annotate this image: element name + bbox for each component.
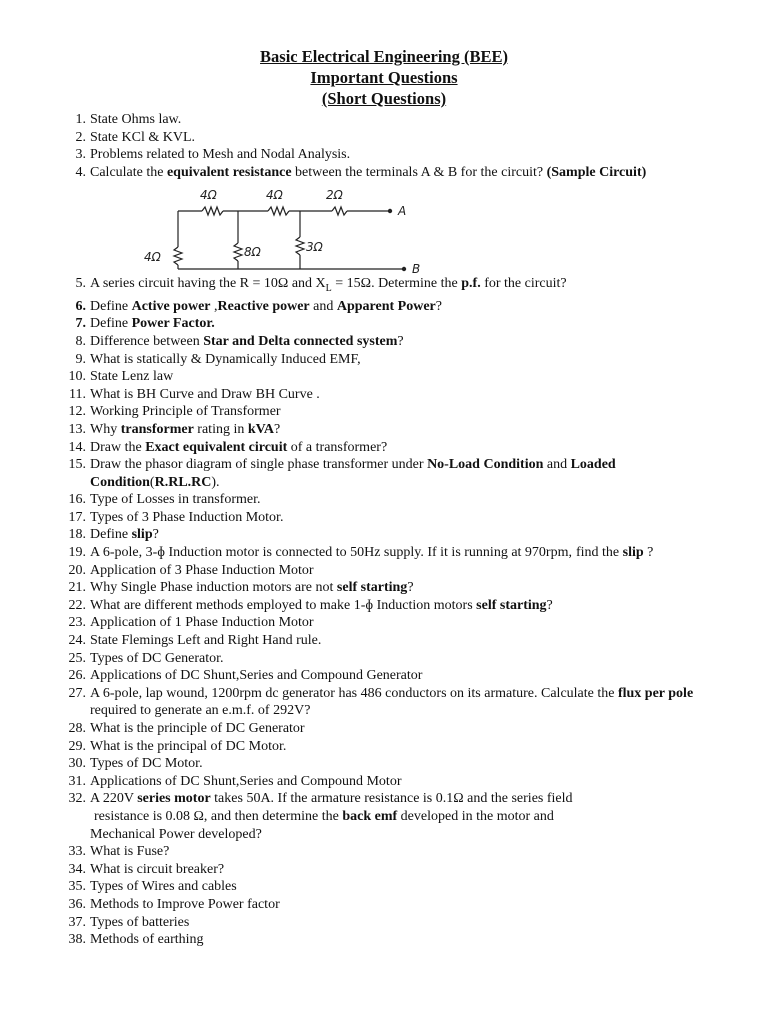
question-text <box>90 316 215 331</box>
terminal-label-a: A <box>398 204 407 219</box>
question-number: 27. <box>68 685 86 701</box>
text-run: State Ohms law. <box>90 112 182 127</box>
document-subtitle: Important Questions <box>310 68 458 87</box>
question-item <box>52 597 742 615</box>
text-run: ? <box>643 545 654 561</box>
question-text <box>90 165 646 180</box>
question-item <box>52 667 742 685</box>
bold-term: Star and Delta connected system <box>203 333 398 349</box>
text-run: resistance is 0.08 Ω, and then determine the <box>94 808 343 824</box>
question-item <box>52 914 742 932</box>
document-title: Basic Electrical Engineering (BEE) <box>260 47 508 66</box>
question-number: 13. <box>68 421 86 437</box>
text-run: required to generate an e.m.f. of 292V? <box>90 703 311 719</box>
text-run: Applications of DC Shunt,Series and Compound Motor <box>90 773 402 789</box>
text-run: A series circuit having the R = 10Ω and X <box>90 276 326 292</box>
text-run: and <box>309 298 337 314</box>
question-number: 4. <box>75 164 86 180</box>
question-item <box>52 755 742 773</box>
question-number: 23. <box>68 615 86 631</box>
question-number: 1. <box>75 112 86 127</box>
question-number: 12. <box>68 404 86 420</box>
text-run: Methods to Improve Power factor <box>90 896 280 912</box>
text-run: Why <box>90 421 121 437</box>
text-run: State Flemings Left and Right Hand rule. <box>90 633 322 649</box>
bold-term: Exact equivalent circuit <box>145 439 288 455</box>
text-run: What is Fuse? <box>90 844 170 860</box>
question-text <box>90 633 321 648</box>
text-run: Application of 1 Phase Induction Motor <box>90 615 314 631</box>
resistor-label-4ohm-top-left: 4Ω <box>200 188 217 203</box>
question-number: 6. <box>75 298 86 314</box>
document-header <box>0 46 768 109</box>
question-text <box>90 615 314 630</box>
question-number: 16. <box>68 492 86 508</box>
resistor-label-8ohm: 8Ω <box>244 245 261 260</box>
text-run: Working Principle of Transformer <box>90 404 281 420</box>
question-item <box>52 650 742 668</box>
question-number: 11. <box>69 386 86 402</box>
question-number: 22. <box>68 597 86 613</box>
text-run: ? <box>435 298 442 314</box>
question-item <box>52 164 742 182</box>
question-number: 28. <box>68 721 86 737</box>
question-number: 30. <box>68 756 86 772</box>
question-continuation <box>90 826 742 844</box>
question-number: 24. <box>68 633 86 649</box>
question-item <box>52 368 742 386</box>
question-text <box>90 791 573 806</box>
question-text <box>90 457 616 490</box>
question-item <box>52 738 742 756</box>
bold-term: R.RL.RC <box>154 474 212 490</box>
text-run: What is BH Curve and Draw BH Curve . <box>90 386 320 402</box>
text-run: A 6-pole, lap wound, 1200rpm dc generator has 486 conductors on its armature. Calculate the <box>90 685 618 701</box>
question-number: 33. <box>68 844 86 860</box>
terminal-label-b: B <box>412 262 421 274</box>
bold-term: Power Factor. <box>131 316 215 332</box>
document-section-label: (Short Questions) <box>321 89 447 108</box>
text-run: Mechanical Power developed? <box>90 826 262 842</box>
question-item <box>52 403 742 421</box>
question-text <box>90 897 280 912</box>
text-run: Draw the phasor diagram of single phase transformer under <box>90 457 428 473</box>
text-run: for the circuit? <box>480 276 567 292</box>
bold-term: Loaded Condition <box>90 457 616 490</box>
question-number: 29. <box>68 738 86 754</box>
text-run: Types of DC Motor. <box>90 756 203 772</box>
question-text <box>90 352 361 367</box>
question-number: 14. <box>68 439 86 455</box>
question-item <box>52 544 742 562</box>
text-run: of a transformer? <box>287 439 388 455</box>
text-run: ? <box>152 527 159 543</box>
question-text <box>90 774 402 789</box>
bold-term: back emf <box>342 808 398 824</box>
text-run: What is statically & Dynamically Induced EMF, <box>90 351 361 367</box>
sample-circuit-figure <box>52 181 742 275</box>
text-run: Applications of DC Shunt,Series and Compound Generator <box>90 668 423 684</box>
question-text <box>90 651 224 666</box>
question-text <box>90 369 173 384</box>
text-run: rating in <box>193 421 248 437</box>
question-item <box>52 298 742 316</box>
question-text <box>90 440 387 455</box>
resistor-label-2ohm: 2Ω <box>326 188 343 203</box>
text-run: What is the principal of DC Motor. <box>90 738 287 754</box>
question-number: 35. <box>68 879 86 895</box>
question-number: 2. <box>75 129 86 145</box>
question-number: 38. <box>68 932 86 948</box>
question-continuation <box>90 808 554 826</box>
text-run: , <box>210 298 218 314</box>
circuit-diagram <box>118 181 458 273</box>
question-item <box>52 386 742 404</box>
question-text <box>90 879 237 894</box>
question-number: 20. <box>68 562 86 578</box>
question-text <box>90 422 280 437</box>
text-run: = 15Ω. Determine the <box>331 276 462 292</box>
text-run: between the terminals A & B for the circuit? <box>291 164 547 180</box>
bold-term: Active power <box>131 298 211 314</box>
question-text <box>90 686 693 719</box>
text-run: Types of Wires and cables <box>90 879 237 895</box>
question-text <box>90 510 283 525</box>
bold-term: p.f. <box>461 276 481 292</box>
question-item <box>52 896 742 914</box>
text-run: Define <box>90 298 132 314</box>
question-text <box>90 334 404 349</box>
question-continuation <box>572 544 653 562</box>
question-number: 26. <box>68 668 86 684</box>
text-run: ? <box>546 597 553 613</box>
question-number: 19. <box>68 545 86 561</box>
text-run: ? <box>397 333 404 349</box>
text-run: What is the principle of DC Generator <box>90 721 305 737</box>
question-number: 17. <box>68 509 86 525</box>
question-text <box>90 844 169 859</box>
question-number: 31. <box>68 773 86 789</box>
question-item <box>52 491 742 509</box>
resistor-label-4ohm-top-middle: 4Ω <box>266 188 283 203</box>
question-text <box>90 580 414 595</box>
bold-term: self starting <box>336 580 408 596</box>
bold-term: self starting <box>476 597 547 613</box>
question-item <box>52 614 742 632</box>
text-run: State KCl & KVL. <box>90 129 195 145</box>
bold-term: kVA <box>247 421 275 437</box>
bold-term: Apparent Power <box>336 298 436 314</box>
question-number: 7. <box>75 316 86 332</box>
bold-term: series motor <box>137 791 211 807</box>
text-run: Application of 3 Phase Induction Motor <box>90 562 314 578</box>
question-item <box>52 526 742 544</box>
question-list <box>52 111 742 949</box>
question-text <box>90 598 553 613</box>
question-item <box>52 111 742 129</box>
question-text <box>90 527 159 542</box>
question-item <box>52 333 742 351</box>
question-item <box>52 773 742 791</box>
question-item <box>52 439 742 457</box>
question-number: 32. <box>68 791 86 807</box>
question-item <box>52 421 742 439</box>
bold-term: No-Load Condition <box>427 457 544 473</box>
text-run: Define <box>90 527 132 543</box>
text-run: ( <box>149 474 155 490</box>
question-text <box>90 404 281 419</box>
bold-term: Reactive power <box>217 298 310 314</box>
question-item <box>52 685 742 720</box>
text-run: A 220V <box>90 791 138 807</box>
bold-term: (Sample Circuit) <box>546 164 647 180</box>
question-item <box>52 632 742 650</box>
question-item <box>52 351 742 369</box>
text-run: takes 50A. If the armature resistance is 0.1Ω and the series field <box>210 791 573 807</box>
question-number: 3. <box>75 147 86 163</box>
question-item <box>52 146 742 164</box>
question-item <box>52 456 742 491</box>
question-number: 5. <box>75 276 86 292</box>
resistor-label-3ohm: 3Ω <box>306 240 323 255</box>
text-run: Draw the <box>90 439 146 455</box>
question-number: 36. <box>68 896 86 912</box>
question-number: 15. <box>68 457 86 473</box>
question-item <box>52 861 742 879</box>
question-item <box>52 720 742 738</box>
question-item <box>52 275 742 297</box>
text-run: Difference between <box>90 333 204 349</box>
question-text <box>90 276 567 295</box>
question-text <box>90 668 422 683</box>
text-run: A 6-pole, 3-ɸ Induction motor is connected to 50Hz supply. If it is running at 970rpm, <box>90 545 572 561</box>
question-item <box>52 843 742 861</box>
text-run: Why Single Phase induction motors are not <box>90 580 337 596</box>
text-run: What is circuit breaker? <box>90 861 225 877</box>
question-number: 37. <box>68 914 86 930</box>
text-run: ? <box>407 580 414 596</box>
text-run: ? <box>274 421 281 437</box>
text-run: ). <box>211 474 220 490</box>
question-text <box>90 545 572 560</box>
text-run: Define <box>90 316 132 332</box>
text-run: What are different methods employed to make 1-ɸ Induction motors <box>90 597 477 613</box>
question-text <box>90 915 189 930</box>
question-text <box>90 130 195 145</box>
bold-term: slip <box>131 527 153 543</box>
text-run: find the <box>575 545 623 561</box>
question-text <box>90 563 314 578</box>
question-text <box>90 721 305 736</box>
question-item <box>52 315 742 333</box>
question-text <box>90 756 203 771</box>
question-text <box>90 387 320 402</box>
text-run: and <box>543 457 571 473</box>
bold-term: transformer <box>120 421 194 437</box>
question-text <box>90 492 260 507</box>
bold-term: slip <box>622 545 644 561</box>
text-run: State Lenz law <box>90 369 174 385</box>
terminal-b-dot <box>402 267 406 271</box>
question-number: 10. <box>68 369 86 385</box>
question-item <box>52 509 742 527</box>
question-text <box>90 147 350 162</box>
question-number: 25. <box>68 650 86 666</box>
question-number: 21. <box>68 580 86 596</box>
text-run: Problems related to Mesh and Nodal Analysis. <box>90 147 351 163</box>
bold-term: equivalent resistance <box>166 164 292 180</box>
text-run: Type of Losses in transformer. <box>90 492 261 508</box>
question-text <box>90 739 286 754</box>
question-item <box>52 878 742 896</box>
question-text <box>90 932 204 947</box>
question-text <box>90 299 442 314</box>
question-number: 34. <box>68 861 86 877</box>
question-item <box>52 931 742 949</box>
question-item <box>52 129 742 147</box>
text-run: Calculate the <box>90 164 167 180</box>
terminal-a-dot <box>388 209 392 213</box>
question-number: 18. <box>68 527 86 543</box>
question-item <box>52 579 742 597</box>
text-run: Types of 3 Phase Induction Motor. <box>90 509 284 525</box>
resistor-label-4ohm-left: 4Ω <box>144 250 161 265</box>
text-run: Methods of earthing <box>90 932 204 948</box>
text-run: Types of batteries <box>90 914 190 930</box>
question-item <box>52 790 742 843</box>
bold-term: flux per pole <box>617 685 694 701</box>
question-number: 9. <box>75 351 86 367</box>
question-item <box>52 562 742 580</box>
question-text <box>90 112 181 127</box>
text-run: Types of DC Generator. <box>90 650 224 666</box>
text-run: developed in the motor and <box>397 808 554 824</box>
question-text <box>90 862 224 877</box>
subscript: L <box>325 283 332 295</box>
question-number: 8. <box>75 333 86 349</box>
